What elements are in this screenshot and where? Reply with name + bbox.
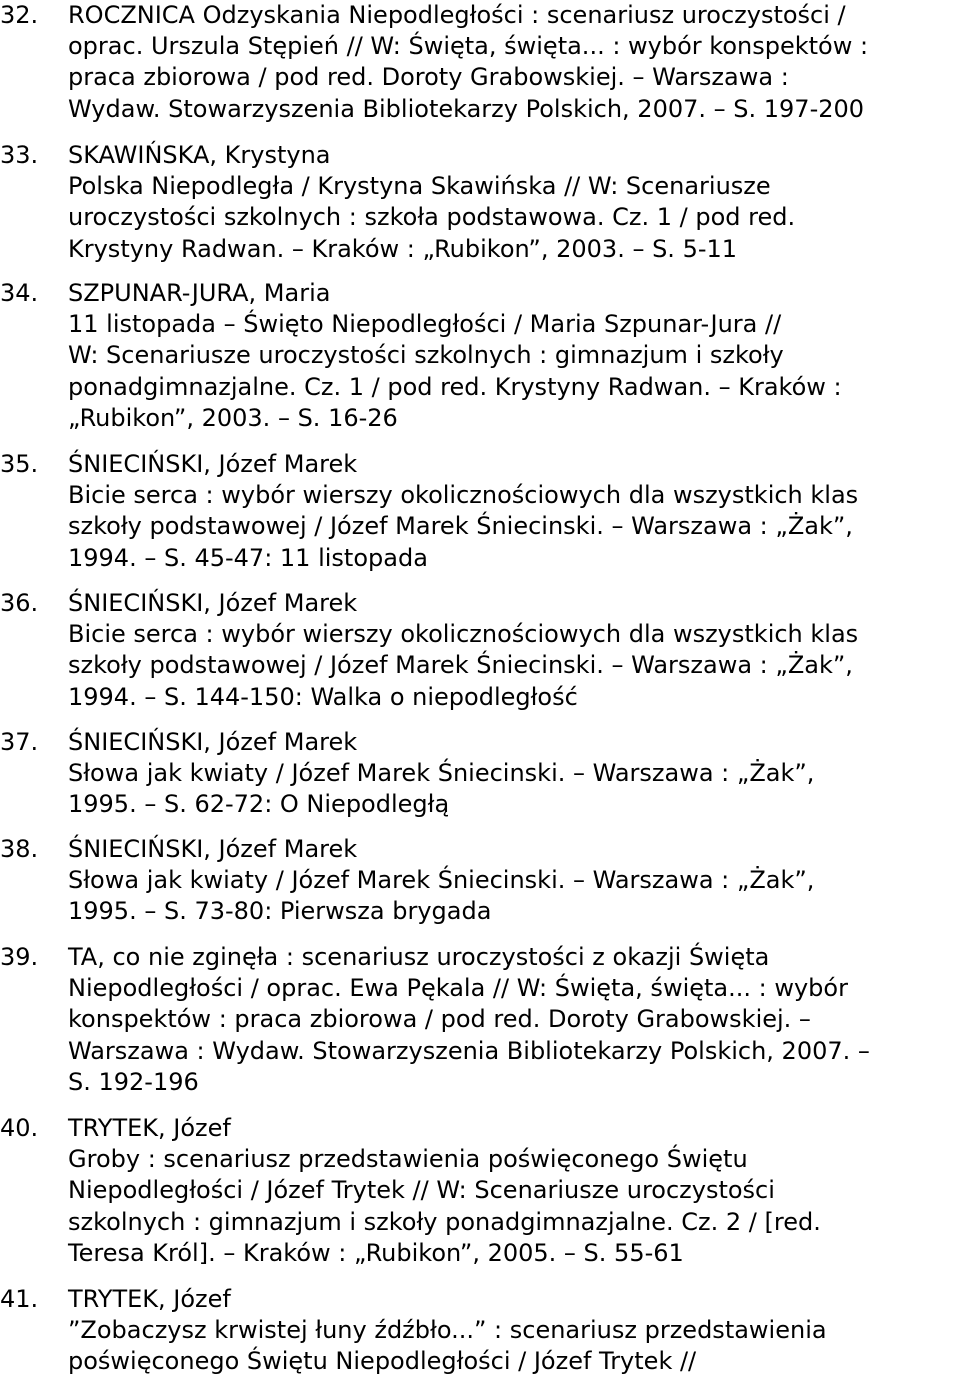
entry-line: praca zbiorowa / pod red. Doroty Grabowskiej. – Warszawa :	[68, 63, 789, 92]
entry-line: uroczystości szkolnych : szkoła podstawowa. Cz. 1 / pod red.	[68, 203, 796, 232]
entry-number: 40.	[0, 1114, 39, 1142]
entry-text	[68, 278, 958, 434]
entry-number: 34.	[0, 279, 39, 307]
entry-author: TRYTEK, Józef	[68, 1285, 231, 1313]
entry-text	[68, 834, 958, 928]
entry-line: Słowa jak kwiaty / Józef Marek Śniecinski. – Warszawa : „Żak”,	[68, 759, 815, 788]
entry-text	[68, 1284, 958, 1378]
entry-line: 1995. – S. 73-80: Pierwsza brygada	[68, 897, 492, 926]
entry-text	[68, 140, 958, 265]
entry-number: 32.	[0, 1, 39, 29]
entry-line: „Rubikon”, 2003. – S. 16-26	[68, 403, 398, 432]
entry-number: 36.	[0, 589, 39, 617]
entry-number: 35.	[0, 450, 39, 478]
entry-number: 38.	[0, 835, 39, 863]
entry-line: Teresa Król]. – Kraków : „Rubikon”, 2005. – S. 55-61	[68, 1238, 684, 1267]
entry-line: Polska Niepodległa / Krystyna Skawińska // W: Scenariusze	[68, 172, 771, 201]
entry-text	[68, 449, 958, 574]
entry-number: 37.	[0, 728, 39, 756]
entry-line: TA, co nie zginęła : scenariusz uroczystości z okazji Święta	[68, 943, 770, 971]
entry-line: Niepodległości / Józef Trytek // W: Scenariusze uroczystości	[68, 1176, 775, 1205]
entry-author: ŚNIECIŃSKI, Józef Marek	[68, 728, 358, 756]
entry-line: 1994. – S. 45-47: 11 listopada	[68, 543, 428, 572]
entry-text	[68, 942, 958, 1098]
entry-line: 1995. – S. 62-72: O Niepodległą	[68, 790, 450, 819]
entry-text	[68, 727, 958, 821]
entry-line: szkoły podstawowej / Józef Marek Śniecinski. – Warszawa : „Żak”,	[68, 651, 853, 680]
entry-line: S. 192-196	[68, 1067, 199, 1096]
entry-line: ”Zobaczysz krwistej łuny źdźbło...” : scenariusz przedstawienia	[68, 1316, 827, 1345]
entry-author: SZPUNAR-JURA, Maria	[68, 279, 331, 307]
entry-line: oprac. Urszula Stępień // W: Święta, święta... : wybór konspektów :	[68, 32, 869, 61]
entry-line: ROCZNICA Odzyskania Niepodległości : scenariusz uroczystości /	[68, 1, 846, 29]
entry-line: Słowa jak kwiaty / Józef Marek Śniecinski. – Warszawa : „Żak”,	[68, 866, 815, 895]
entry-author: SKAWIŃSKA, Krystyna	[68, 141, 331, 169]
entry-line: Wydaw. Stowarzyszenia Bibliotekarzy Polskich, 2007. – S. 197-200	[68, 94, 865, 123]
entry-line: Bicie serca : wybór wierszy okolicznościowych dla wszystkich klas	[68, 620, 859, 649]
entry-number: 39.	[0, 943, 39, 971]
entry-number: 41.	[0, 1285, 39, 1313]
entry-line: Bicie serca : wybór wierszy okolicznościowych dla wszystkich klas	[68, 481, 859, 510]
entry-text	[68, 588, 958, 713]
entry-line: 1994. – S. 144-150: Walka o niepodległość	[68, 682, 578, 711]
entry-line: szkolnych : gimnazjum i szkoły ponadgimnazjalne. Cz. 2 / [red.	[68, 1207, 821, 1236]
entry-line: szkoły podstawowej / Józef Marek Śniecinski. – Warszawa : „Żak”,	[68, 512, 853, 541]
entry-text	[68, 0, 958, 125]
entry-line: Niepodległości / oprac. Ewa Pękala // W: Święta, święta... : wybór	[68, 974, 848, 1003]
entry-line: Warszawa : Wydaw. Stowarzyszenia Bibliotekarzy Polskich, 2007. –	[68, 1036, 870, 1065]
entry-line: W: Scenariusze uroczystości szkolnych : gimnazjum i szkoły	[68, 341, 784, 370]
entry-author: TRYTEK, Józef	[68, 1114, 231, 1142]
entry-line: 11 listopada – Święto Niepodległości / Maria Szpunar-Jura //	[68, 310, 782, 339]
entry-line: Groby : scenariusz przedstawienia poświęconego Świętu	[68, 1145, 748, 1174]
entry-line: konspektów : praca zbiorowa / pod red. Doroty Grabowskiej. –	[68, 1005, 811, 1034]
entry-line: ponadgimnazjalne. Cz. 1 / pod red. Krystyny Radwan. – Kraków :	[68, 372, 842, 401]
entry-author: ŚNIECIŃSKI, Józef Marek	[68, 450, 358, 478]
entry-author: ŚNIECIŃSKI, Józef Marek	[68, 589, 358, 617]
entry-line: Krystyny Radwan. – Kraków : „Rubikon”, 2003. – S. 5-11	[68, 234, 738, 263]
entry-author: ŚNIECIŃSKI, Józef Marek	[68, 835, 358, 863]
entry-number: 33.	[0, 141, 39, 169]
entry-text	[68, 1113, 958, 1269]
entry-line: poświęconego Świętu Niepodległości / Józef Trytek //	[68, 1347, 697, 1376]
